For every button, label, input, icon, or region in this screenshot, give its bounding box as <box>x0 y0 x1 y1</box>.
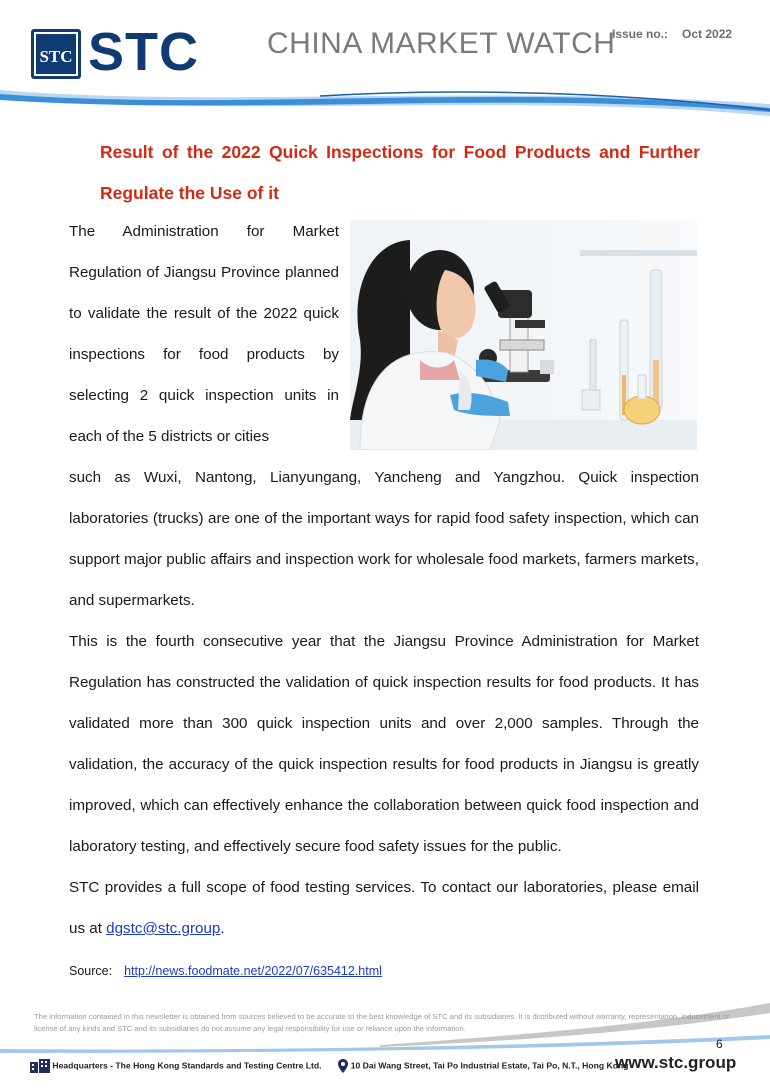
source-label: Source: <box>69 964 113 978</box>
article-title: Result of the 2022 Quick Inspections for Food Products and Further Regulate the Use of it <box>100 142 700 203</box>
email-link[interactable]: dgstc@stc.group <box>106 920 221 937</box>
issue-value: Oct 2022 <box>682 27 733 41</box>
building-icon <box>30 1059 50 1073</box>
source-line <box>69 962 699 980</box>
source-link[interactable]: http://news.foodmate.net/2022/07/635412.html <box>124 964 382 978</box>
paragraph-intro: The Administration for Market Regulation of Jiangsu Province planned to validate the result of the 2022 quick inspections for food products by selecting 2 quick inspection units in each of the 5 districts or cities <box>69 223 339 445</box>
headquarters-text: Headquarters - The Hong Kong Standards and Testing Centre Ltd. <box>52 1060 322 1071</box>
issue-info <box>612 26 732 42</box>
paragraph-validation: This is the fourth consecutive year that the Jiangsu Province Administration for Market Regulation has constructed the validation of quick inspection results for food products. It has validated more than 300 quick inspection units and over 2,000 samples. Through the validation, the accuracy of the quick inspection results for food products in Jiangsu is greatly improved, which can effectively enhance the collaboration between quick food inspection and laboratory testing, and effectively secure food safety issues for the public. <box>69 633 699 855</box>
contact-suffix: . <box>220 920 225 937</box>
paragraph-intro-continued: such as Wuxi, Nantong, Lianyungang, Yancheng and Yangzhou. Quick inspection laboratories (trucks) are one of the important ways for rapid food safety inspection, which can support major public affairs and inspection work for wholesale food markets, farmers markets, and supermarkets. <box>69 469 699 609</box>
header-wave-decoration <box>0 78 770 128</box>
publication-title: CHINA MARKET WATCH <box>267 27 616 60</box>
paragraph-contact <box>69 867 699 949</box>
issue-label: Issue no.: <box>612 27 669 41</box>
logo-wordmark: STC <box>88 22 199 82</box>
disclaimer-text: The information contained in this newsletter is obtained from sources believed to be accurate to the best knowledge of STC and its subsidiaries. It is distributed without warranty, representation, inducement or license of any kinds and STC and its subsidiaries do not assume any legal responsibility for use or reliance upon the information. <box>34 1012 730 1033</box>
contact-text: STC provides a full scope of food testing services. To contact our laboratories, please email us at <box>69 879 699 937</box>
address-text: 10 Dai Wang Street, Tai Po Industrial Estate, Tai Po, N.T., Hong Kong <box>350 1060 629 1071</box>
website-link[interactable]: www.stc.group <box>615 1053 737 1072</box>
logo-mark-text: STC <box>39 47 73 66</box>
footer-contact-row <box>30 1055 628 1075</box>
stc-logo-icon <box>31 29 81 79</box>
location-pin-icon <box>338 1059 348 1073</box>
page-number: 6 <box>716 1037 723 1051</box>
lab-scientist-photo <box>350 220 697 450</box>
